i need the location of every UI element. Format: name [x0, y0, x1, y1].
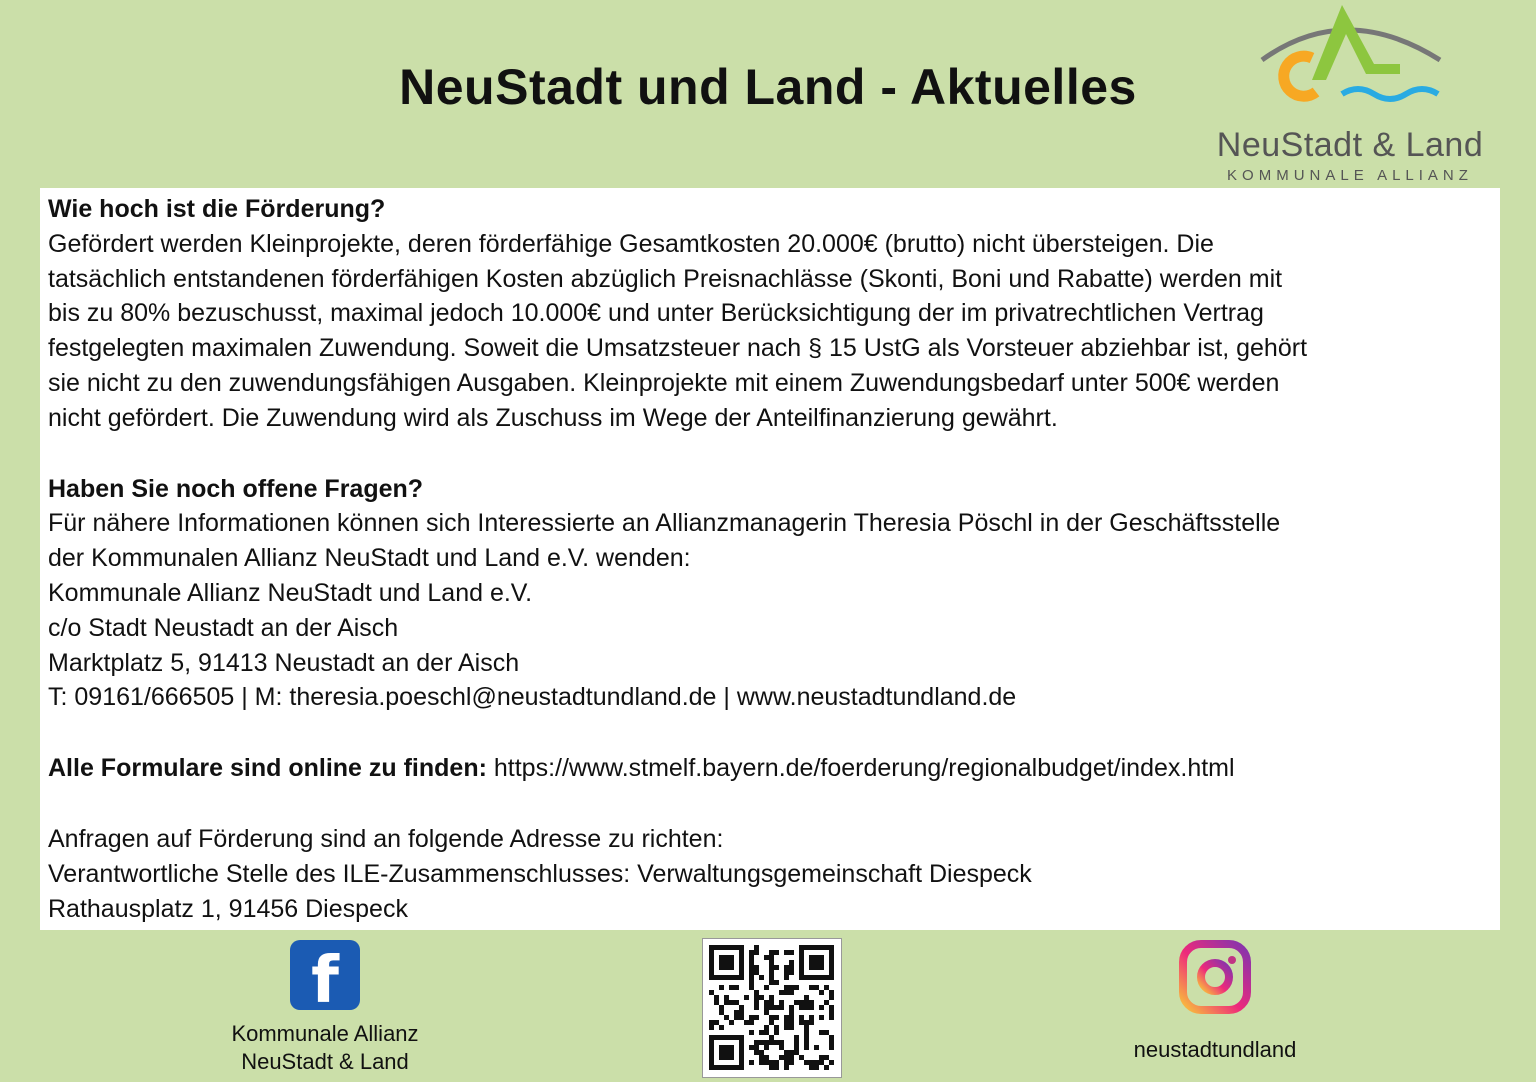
logo-name: NeuStadt & Land	[1216, 126, 1484, 164]
text-line: nicht gefördert. Die Zuwendung wird als Zuschuss im Wege der Anteilfinanzierung gewährt.	[48, 403, 1058, 432]
text-line: der Kommunalen Allianz NeuStadt und Land e.V. wenden:	[48, 544, 691, 573]
text-line: tatsächlich entstandenen förderfähigen Kosten abzüglich Preisnachlässe (Skonti, Boni und Rabatte) werden mit	[48, 264, 1283, 293]
spacer	[48, 715, 1492, 751]
section-heading: Haben Sie noch offene Fragen?	[48, 474, 424, 503]
forms-label: Alle Formulare sind online zu finden:	[48, 754, 487, 783]
logo-subtitle: KOMMUNALE ALLIANZ	[1227, 167, 1473, 184]
text-line: Rathausplatz 1, 91456 Diespeck	[48, 894, 408, 923]
qr-code-icon	[703, 939, 841, 1077]
content-card	[40, 188, 1500, 930]
forms-url[interactable]: https://www.stmelf.bayern.de/foerderung/regionalbudget/index.html	[486, 754, 1235, 783]
spacer	[48, 436, 1492, 472]
qr-code[interactable]	[702, 938, 842, 1078]
contact-line: T: 09161/666505 | M: theresia.poeschl@neustadtundland.de | www.neustadtundland.de	[48, 683, 1017, 712]
facebook-icon[interactable]: f	[290, 940, 360, 1010]
instagram-icon[interactable]	[1179, 940, 1251, 1014]
facebook-label-line: Kommunale Allianz	[231, 1021, 419, 1046]
facebook-label	[200, 1020, 450, 1076]
facebook-label-line: NeuStadt & Land	[241, 1049, 409, 1074]
logo-mark-icon	[1250, 0, 1450, 110]
text-line: bis zu 80% bezuschusst, maximal jedoch 10.000€ und unter Berücksichtigung der im privatrechtlichen Vertrag	[48, 299, 1264, 328]
forms-line	[48, 751, 1492, 786]
text-line: Verantwortliche Stelle des ILE-Zusammenschlusses: Verwaltungsgemeinschaft Diespeck	[48, 859, 1032, 888]
text-line: Marktplatz 5, 91413 Neustadt an der Aisch	[48, 648, 520, 677]
text-line: festgelegten maximalen Zuwendung. Soweit die Umsatzsteuer nach § 15 UstG als Vorsteuer abziehbar ist, gehört	[48, 334, 1308, 363]
instagram-link[interactable]	[1090, 940, 1340, 1064]
text-line: Kommunale Allianz NeuStadt und Land e.V.	[48, 578, 533, 607]
logo	[1205, 0, 1495, 188]
instagram-label: neustadtundland	[1133, 1037, 1297, 1062]
text-line: Gefördert werden Kleinprojekte, deren förderfähige Gesamtkosten 20.000€ (brutto) nicht übersteigen. Die	[48, 229, 1214, 258]
text-line: Anfragen auf Förderung sind an folgende Adresse zu richten:	[48, 824, 724, 853]
spacer	[48, 786, 1492, 822]
page-title: NeuStadt und Land - Aktuelles	[399, 59, 1137, 115]
section-heading: Wie hoch ist die Förderung?	[48, 195, 386, 223]
text-line: c/o Stadt Neustadt an der Aisch	[48, 613, 399, 642]
text-line: sie nicht zu den zuwendungsfähigen Ausgaben. Kleinprojekte mit einem Zuwendungsbedarf unter 500€ werden	[48, 368, 1280, 397]
facebook-link[interactable]	[200, 940, 450, 1076]
text-line: Für nähere Informationen können sich Interessierte an Allianzmanagerin Theresia Pöschl in der Geschäftsstelle	[48, 509, 1281, 538]
